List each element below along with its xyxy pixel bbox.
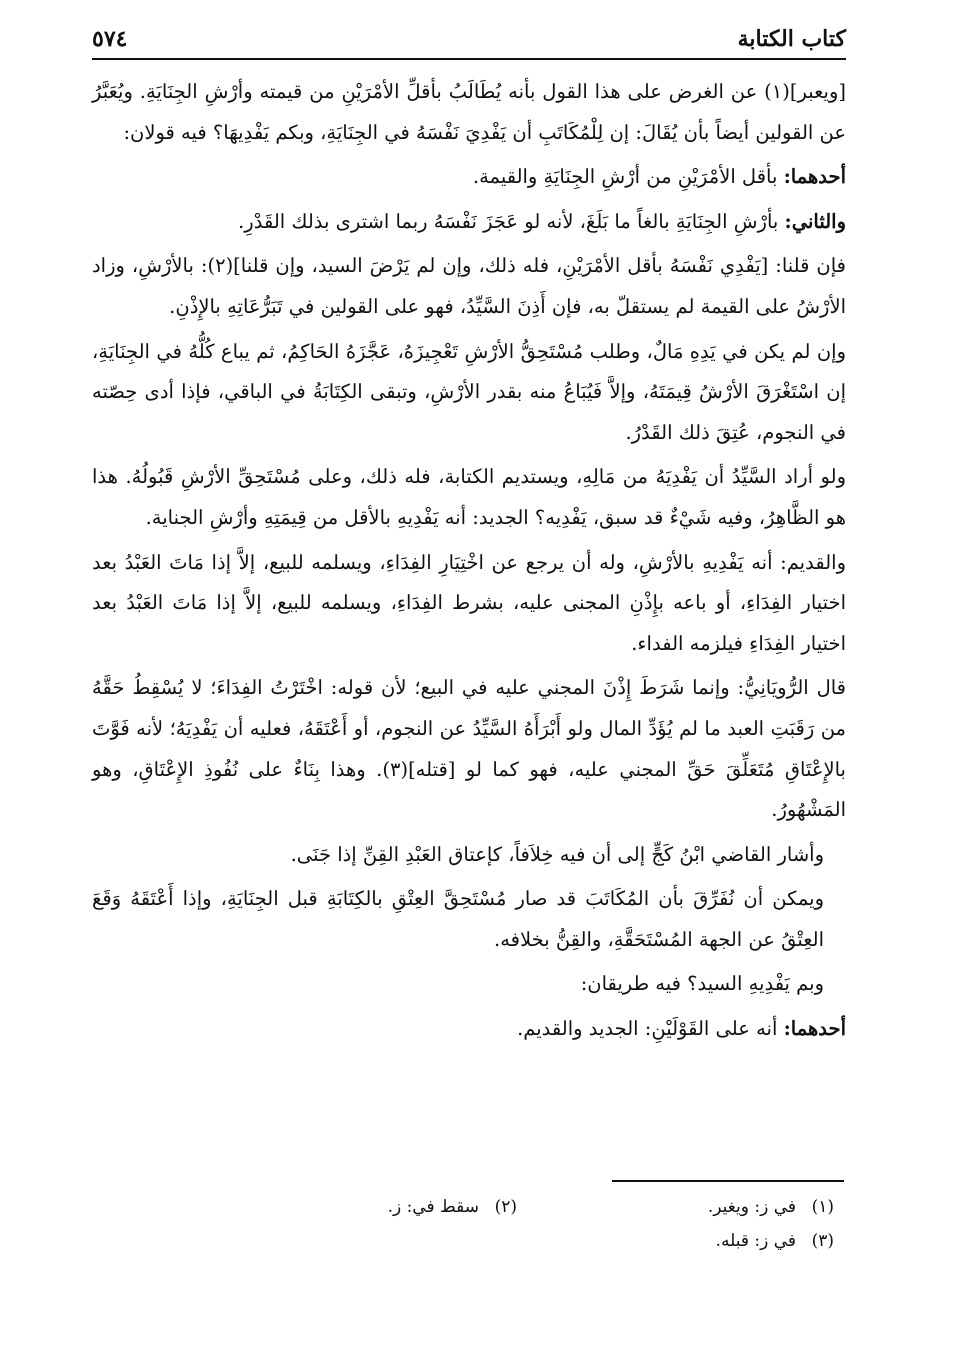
- label: أحدهما:: [783, 165, 846, 189]
- paragraph: والثاني: بأرْشِ الجِنَايَةِ بالغاً ما بَلَغَ، لأنه لو عَجَزَ نَفْسَهُ ربما اشترى بذلك القَدْرِ.: [238, 209, 846, 233]
- footnote-3: (٣)في ز: قبله.: [715, 1231, 834, 1251]
- paragraph: [ويعبر](١) عن الغرض على هذا القول بأنه يُطَالَبُ بأقلِّ الأمْرَيْنِ من قيمته وأرْشِ الجِنَايَةِ. ويُعَبَّرُ عن القولين أيضاً بأن يُقَالَ: إن لِلْمُكَاتَبِ أن يَفْدِيَ نَفْسَهُ في الجِنَايَةِ، وبكم يَفْدِيهَا؟ فيه قولان:: [92, 80, 846, 144]
- paragraph: والقديم: أنه يَفْدِيهِ بالأرْشِ، وله أن يرجع عن اخْتِيَارِ الفِدَاءِ، ويسلمه للبيع، إلاَّ إذا مَاتَ العَبْدُ بعد اختيار الفِدَاءِ، أو باعه بإِذْنِ المجنى عليه، بشرط الفِدَاءِ، ويسلمه للبيع، إلاَّ إذا مَاتَ العَبْدُ بعد اختيار الفِدَاءِ فيلزمه الفداء.: [92, 550, 846, 655]
- page-number: ٥٧٤: [92, 26, 128, 52]
- paragraph: ولو أراد السَّيِّدُ أن يَفْدِيَهُ من مَالِهِ، ويستديم الكتابة، فله ذلك، وعلى مُسْتَحِقِّ الأرْشِ قَبُولُهُ. هذا هو الظَّاهِرُ، وفيه شَيْءٌ قد سبق، يَفْدِيه؟ الجديد: أنه يَفْدِيهِ بالأقل من قِيمَتِهِ وأرْشِ الجناية.: [92, 465, 846, 529]
- footnote-2: (٢)سقط في: ز.: [387, 1197, 517, 1217]
- running-header: [92, 18, 846, 52]
- header-divider: [92, 58, 846, 60]
- paragraph: وأشار القاضي ابْنُ كَجٍّ إلى أن فيه خِلاَفاً، كإعتاق العَبْدِ القِنِّ إذا جَنَى.: [290, 842, 824, 866]
- footnote-row: [200, 1190, 834, 1224]
- book-title: كتاب الكتابة: [737, 26, 846, 52]
- footnote-row: [200, 1224, 834, 1258]
- label: أحدهما:: [783, 1017, 846, 1041]
- paragraph: ويمكن أن نُفَرِّقَ بأن المُكَاتَبَ قد صار مُسْتَحِقَّ العِتْقِ بالكِتَابَةِ قبل الجِنَايَةِ، وإذا أَعْتَقَهُ وَقَعَ العِتْقُ عن الجهة المُسْتَحَقَّةِ، والقِنُّ بخلافه.: [92, 887, 824, 951]
- paragraph: أحدهما: أنه على القَوْلَيْنِ: الجديد والقديم.: [517, 1017, 846, 1041]
- paragraph: وبم يَفْدِيهِ السيد؟ فيه طريقان:: [580, 972, 824, 996]
- paragraph: قال الرُّويَانِيُّ: وإنما شَرَطَ إِذْنَ المجني عليه في البيع؛ لأن قوله: اخْتَرْتُ الفِدَاءَ؛ لا يُسْقِطُ حَقَّهُ من رَقَبَتِ العبد ما لم يُؤَدِّ المال ولو أَبْرَأَهُ السَّيِّدُ عن النجوم، أو أَعْتَقَهُ، فعليه أن يَفْدِيَهُ؛ لأنه فَوَّتَ بالإِعْتَاقِ مُتَعَلِّقَ حَقِّ المجني عليه، فهو كما لو [قتله](٣). وهذا بِنَاءٌ على نُفُوذِ الإِعْتَاقِ، وهو المَشْهُورُ.: [92, 676, 846, 822]
- footnote-1: (١)في ز: ويغير.: [707, 1197, 834, 1217]
- paragraph: فإن قلنا: [يَفْدِي نَفْسَهُ بأقل الأمْرَيْنِ، فله ذلك، وإن لم يَرْضَ السيد، وإن قلنا](٢): بالأرْشِ، وزاد الأرْشُ على القيمة لم يستقلّ به، فإن أَذِنَ السَّيِّدُ، فهو على القولين في تَبَرُّعَاتِهِ بالإِذْنِ.: [92, 254, 846, 318]
- paragraph: وإن لم يكن في يَدِهِ مَالٌ، وطلب مُسْتَحِقُّ الأرْشِ تَعْجِيزَهُ، عَجَّزَهُ الحَاكِمُ، ثم يباع كُلُّهُ في الجِنَايَةِ، إن اسْتَغْرَقَ الأرْشُ قِيمَتَهُ، وإلاَّ فَيُبَاعُ منه بقدر الأرْشِ، وتبقى الكِتَابَةُ في الباقي، فإذا أدى حِصّته في النجوم، عُتِقَ ذلك القَدْرُ.: [92, 339, 846, 444]
- main-text: [92, 72, 846, 1054]
- footnote-divider: [612, 1180, 844, 1182]
- paragraph: أحدهما: بأقل الأمْرَيْنِ من أرْشِ الجِنَايَةِ والقيمة.: [472, 165, 846, 189]
- label: والثاني:: [784, 209, 846, 233]
- footnotes: [200, 1190, 834, 1258]
